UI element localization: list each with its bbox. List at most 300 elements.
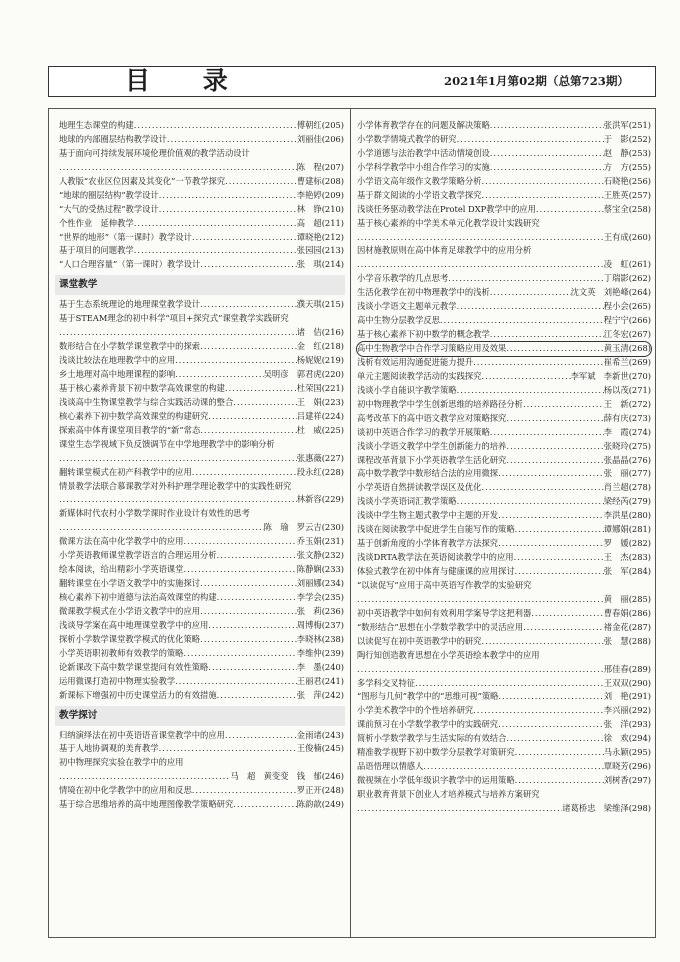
- entry-title: 以读促写在初中英语教学中的研究: [357, 635, 482, 646]
- issue-info: 2021年1月第02期（总第723期）: [444, 74, 630, 88]
- entry-title: 情景教学法联合慕课教学对外科护理学理论教学中的实践性研究: [59, 480, 292, 491]
- dot-leader: [506, 732, 603, 746]
- toc-entry: [357, 495, 651, 509]
- entry-page: (274): [628, 426, 651, 437]
- toc-entry: [59, 354, 344, 368]
- toc-entry: [59, 770, 344, 784]
- entry-title: 基于群文阅读的小学语文教学探究: [357, 189, 482, 200]
- toc-entry: [59, 452, 344, 466]
- toc-entry: [59, 119, 344, 133]
- toc-entry: [59, 784, 344, 798]
- dot-leader: [200, 605, 297, 619]
- entry-author: 张文静: [296, 550, 322, 561]
- entry-title: 小学体育教学存在的问题及解决策略: [357, 120, 490, 130]
- toc-entry: [357, 802, 651, 816]
- entry-page: (246): [321, 771, 344, 782]
- entry-title: 品语悟理以情感人: [357, 761, 424, 772]
- entry-author: 陈韵歆: [296, 799, 322, 810]
- entry-page: (289): [628, 663, 651, 674]
- entry-author: 马永颖: [603, 747, 629, 758]
- entry-page: (229): [321, 494, 344, 505]
- toc-entry: [357, 649, 651, 663]
- entry-page: (232): [321, 550, 344, 561]
- toc-entry: [59, 493, 344, 507]
- entry-page: (253): [628, 147, 651, 158]
- toc-entry: [357, 119, 651, 133]
- dot-leader: [217, 689, 297, 703]
- dot-leader: [415, 677, 604, 691]
- entry-author: 林 铮: [296, 203, 322, 214]
- dot-leader: [200, 424, 297, 438]
- entry-page: (296): [628, 761, 651, 772]
- entry-page: (269): [628, 356, 651, 367]
- entry-author: 金 红: [296, 341, 322, 352]
- toc-entry: [59, 675, 344, 689]
- entry-page: (227): [321, 452, 344, 463]
- entry-author: 石晓艳: [603, 175, 629, 186]
- entry-title: 基于核心素养背景下初中数学高效课堂的构建: [59, 382, 225, 393]
- toc-entry: [59, 298, 344, 312]
- toc-entry: [357, 175, 651, 189]
- dot-leader: [134, 244, 297, 258]
- entry-page: (223): [321, 396, 344, 407]
- dot-leader: [59, 770, 230, 784]
- dot-leader: [490, 147, 604, 161]
- entry-author: 王双双: [603, 677, 629, 688]
- entry-title: 陶行知创造教育思想在小学英语绘本教学中的应用: [357, 649, 540, 660]
- toc-entry: [59, 742, 344, 756]
- dot-leader: [490, 426, 604, 440]
- entry-author: 王俊楠: [296, 743, 322, 754]
- dot-leader: [59, 161, 297, 175]
- toc-entry: [59, 633, 344, 647]
- toc-entry: [357, 314, 651, 328]
- toc-entry: [357, 286, 651, 300]
- entry-page: (216): [321, 327, 344, 338]
- dot-leader: [217, 591, 297, 605]
- entry-page: (225): [321, 424, 344, 435]
- entry-page: (258): [628, 203, 651, 214]
- entry-author: 张惠薇: [296, 452, 322, 463]
- entry-page: (283): [628, 552, 651, 563]
- entry-title: 浅析有效运用沟通促进能力提升: [357, 356, 474, 367]
- dot-leader: [357, 802, 562, 816]
- entry-author: 张晓玲: [603, 440, 629, 451]
- toc-entry: [357, 342, 651, 356]
- entry-author: 张 丽: [603, 468, 629, 479]
- entry-page: (270): [628, 370, 651, 381]
- entry-title: 简析小学数学教学与生活实际的有效结合: [357, 733, 507, 744]
- entry-title: 基于面向可持续发展环境伦理价值观的教学活动设计: [59, 147, 250, 158]
- entry-author: 陈静娴: [296, 564, 322, 575]
- entry-author: 杜荣国: [296, 382, 322, 393]
- toc-entry: [59, 756, 344, 770]
- toc-entry: [357, 481, 651, 495]
- entry-author: 梁经芮: [603, 496, 629, 507]
- entry-author: 王 娟: [296, 396, 322, 407]
- dot-leader: [473, 704, 604, 718]
- entry-title: 谈初中英语合作学习的教学开展策略: [357, 426, 490, 437]
- entry-page: (208): [321, 175, 344, 186]
- toc-entry: [59, 258, 344, 272]
- dot-leader: [515, 774, 604, 788]
- toc-entry: [59, 521, 344, 535]
- entry-title: 浅谈任务驱动教学法在Protel DXP教学中的应用: [357, 203, 536, 214]
- toc-entry: [357, 579, 651, 593]
- toc-column-left: [59, 119, 344, 812]
- entry-author: 张 莉: [296, 605, 322, 616]
- dot-leader: [490, 328, 604, 342]
- entry-author: 蔡宝全: [603, 203, 629, 214]
- dot-leader: [498, 467, 604, 481]
- entry-title: “地球的圈层结构”教学设计: [59, 189, 159, 200]
- dot-leader: [481, 370, 570, 384]
- toc-entry: [357, 454, 651, 468]
- dot-leader: [423, 760, 603, 774]
- entry-page: (272): [628, 398, 651, 409]
- toc-entry: [59, 591, 344, 605]
- toc-entry: [357, 551, 651, 565]
- dot-leader: [59, 326, 297, 340]
- toc-entry: [59, 326, 344, 340]
- entry-title: 课堂生态学视域下负反馈调节在中学地理教学中的影响分析: [59, 438, 275, 449]
- entry-title: 浅谈导学案在高中地理课堂教学中的应用: [59, 619, 209, 630]
- toc-entry: [59, 382, 344, 396]
- entry-page: (231): [321, 536, 344, 547]
- entry-author: 周博梅: [296, 619, 322, 630]
- dot-leader: [481, 481, 603, 495]
- entry-author: 江冬宏: [603, 329, 629, 340]
- toc-entry: [357, 467, 651, 481]
- entry-author: 黄 丽: [603, 593, 629, 604]
- entry-author: 乔玉娟: [296, 536, 322, 547]
- entry-page: (228): [321, 466, 344, 477]
- toc-entry: [59, 410, 344, 424]
- toc-entry: [357, 356, 651, 370]
- entry-author: 方 方: [603, 161, 629, 172]
- entry-page: (238): [321, 633, 344, 644]
- toc-entry: [59, 647, 344, 661]
- toc-entry: [59, 424, 344, 438]
- toc-entry: [357, 161, 651, 175]
- entry-title: 新课标下增强初中历史课堂活力的有效措施: [59, 689, 217, 700]
- entry-page: (213): [321, 245, 344, 256]
- entry-page: (206): [321, 133, 344, 144]
- entry-author: 邢佳春: [603, 663, 629, 674]
- entry-page: (285): [628, 593, 651, 604]
- entry-page: (294): [628, 733, 651, 744]
- entry-author: 王胜英: [603, 189, 629, 200]
- entry-title: 新媒体时代农村小学数学课时作业设计有效性的思考: [59, 508, 250, 519]
- entry-page: (260): [628, 231, 651, 242]
- entry-title: 课前预习在小学数学教学中的实践研究: [357, 719, 499, 730]
- entry-page: (257): [628, 189, 651, 200]
- toc-entry: [357, 272, 651, 286]
- dot-leader: [183, 535, 296, 549]
- entry-author: 吴明彦 郭君虎: [263, 369, 322, 379]
- entry-title: 小学英语自然拼读教学误区及优化: [357, 482, 482, 493]
- dot-leader: [498, 718, 604, 732]
- entry-page: (255): [628, 161, 651, 172]
- dot-leader: [523, 398, 604, 412]
- toc-entry: [59, 798, 344, 812]
- toc-entry: [59, 689, 344, 703]
- dot-leader: [457, 300, 604, 314]
- entry-title: 浅谈小学英语词汇教学策略: [357, 496, 457, 507]
- entry-author: 李军斌 李新世: [570, 370, 629, 381]
- entry-page: (282): [628, 538, 651, 549]
- entry-title: 基于项目的问题教学: [59, 245, 134, 256]
- toc-entry: [59, 577, 344, 591]
- section-heading: 教学探讨: [55, 706, 345, 726]
- entry-title: 高考改革下的高中语文教学应对策略探究: [357, 412, 507, 423]
- entry-page: (205): [321, 120, 344, 130]
- entry-author: 沈文英 刘艳峰: [570, 287, 629, 298]
- entry-page: (298): [628, 802, 651, 813]
- toc-column-right: [357, 119, 651, 816]
- toc-entry: [357, 690, 651, 704]
- entry-title: 高中数学教学中数形结合法的应用微探: [357, 468, 499, 479]
- entry-title: 浅谈小学语文主题单元教学: [357, 301, 457, 312]
- entry-author: 李 墨: [296, 661, 322, 672]
- entry-page: (235): [321, 592, 344, 602]
- entry-author: 张晶晶: [603, 454, 629, 465]
- entry-title: 精准教学视野下初中数学分层教学对策研究: [357, 747, 515, 758]
- entry-page: (291): [628, 691, 651, 702]
- dot-leader: [225, 382, 297, 396]
- entry-author: 诸葛桥忠 梁维泽: [562, 802, 629, 813]
- dot-leader: [159, 742, 297, 756]
- dot-leader: [208, 661, 296, 675]
- entry-title: 小学道德与法治教学中活动情境创设: [357, 147, 490, 158]
- toc-entry: [59, 244, 344, 258]
- entry-author: 谭娜娟: [603, 524, 629, 535]
- entry-page: (212): [321, 231, 344, 242]
- toc-entry: [357, 426, 651, 440]
- entry-title: 运用微课打造初中物理实验教学: [59, 675, 176, 686]
- entry-title: 微视频在小学低年级识字教学中的运用策略: [357, 775, 515, 786]
- entry-author: 张洪军: [603, 120, 629, 130]
- entry-page: (268): [628, 343, 651, 353]
- entry-author: 张 慧: [603, 635, 629, 646]
- entry-page: (292): [628, 705, 651, 716]
- dot-leader: [357, 231, 604, 245]
- dot-leader: [457, 384, 604, 398]
- toc-entry: [357, 217, 651, 231]
- entry-author: 刘树香: [603, 775, 629, 786]
- entry-title: 地理生态课堂的构建: [59, 120, 134, 130]
- toc-entry: [59, 189, 344, 203]
- entry-page: (215): [321, 299, 344, 310]
- dot-leader: [531, 607, 604, 621]
- dot-leader: [506, 342, 603, 356]
- entry-title: 个性作业 延伸教学: [59, 217, 134, 228]
- dot-leader: [473, 356, 604, 370]
- entry-title: 浅谈高中生物课堂教学与综合实践活动课的整合: [59, 396, 234, 407]
- dot-leader: [175, 354, 297, 368]
- toc-entry: [59, 507, 344, 521]
- dot-leader: [200, 340, 297, 354]
- toc-entry: [357, 718, 651, 732]
- dot-leader: [515, 523, 604, 537]
- entry-author: 张 琪: [296, 259, 322, 270]
- toc-entry: [59, 563, 344, 577]
- entry-title: 小学音乐教学的几点思考: [357, 273, 449, 284]
- entry-author: 谭晓艳: [296, 231, 322, 242]
- entry-page: (277): [628, 468, 651, 479]
- entry-page: (230): [321, 522, 344, 533]
- entry-author: 高 超: [296, 217, 322, 228]
- entry-title: “大气的受热过程”教学设计: [59, 203, 159, 214]
- entry-page: (220): [321, 369, 344, 379]
- entry-author: 刘 艳: [603, 691, 629, 702]
- entry-author: 凌 虹: [603, 259, 629, 270]
- dot-leader: [481, 635, 603, 649]
- entry-title: 初中物理探究实验在教学中的应用: [59, 757, 184, 768]
- dot-leader: [208, 619, 296, 633]
- entry-title: 浅谈比较法在地理教学中的应用: [59, 355, 176, 366]
- entry-title: 基于人地协调观的美育教学: [59, 743, 159, 754]
- entry-author: 罗 媛: [603, 538, 629, 549]
- toc-entry: [59, 535, 344, 549]
- entry-title: 初中英语教学中如何有效利用学案导学这把利器: [357, 607, 532, 618]
- dot-leader: [134, 217, 297, 231]
- entry-page: (209): [321, 189, 344, 200]
- dot-leader: [175, 368, 263, 382]
- toc-entry: [59, 217, 344, 231]
- toc-entry: [357, 258, 651, 272]
- dot-leader: [59, 521, 264, 535]
- entry-page: (293): [628, 719, 651, 730]
- entry-page: (275): [628, 440, 651, 451]
- entry-author: 杨妮妮: [296, 355, 322, 366]
- dot-leader: [200, 633, 297, 647]
- entry-title: 数形结合在小学数学课堂教学中的探索: [59, 341, 201, 352]
- entry-author: 陈 瑜 罗云吉: [263, 522, 322, 533]
- entry-author: 金雨诸: [296, 729, 322, 740]
- entry-page: (243): [321, 729, 344, 740]
- dot-leader: [506, 440, 603, 454]
- toc-entry: [357, 774, 651, 788]
- toc-entry: [357, 732, 651, 746]
- section-heading: 课堂教学: [55, 275, 345, 295]
- entry-page: (262): [628, 273, 651, 284]
- entry-title: 基于创新角度的小学体育教学方法探究: [357, 538, 499, 549]
- toc-entry: [357, 440, 651, 454]
- entry-page: (239): [321, 647, 344, 658]
- entry-title: 高中生物教学中合作学习策略应用及效果: [357, 343, 507, 353]
- entry-title: 基于生态系统理论的地理课堂教学设计: [59, 299, 201, 310]
- entry-author: 张 洋: [603, 719, 629, 730]
- entry-author: 李学会: [296, 592, 322, 602]
- entry-page: (219): [321, 355, 344, 366]
- entry-title: 核心素养下初中数学高效课堂的构建研究: [59, 410, 209, 421]
- entry-title: 基于核心素养的中学美术单元化教学设计实践研究: [357, 217, 540, 228]
- entry-page: (271): [628, 384, 651, 395]
- entry-title: 翻转课堂在小学语文教学中的实施探讨: [59, 578, 201, 589]
- toc-entry: [59, 438, 344, 452]
- toc-entry: [357, 509, 651, 523]
- dot-leader: [200, 258, 297, 272]
- dot-leader: [490, 161, 604, 175]
- toc-entry: [357, 677, 651, 691]
- entry-author: 李兴丽: [603, 705, 629, 716]
- dot-leader: [225, 175, 297, 189]
- entry-author: 刘丽佳: [296, 133, 322, 144]
- dot-leader: [515, 565, 604, 579]
- toc-entry: [59, 203, 344, 217]
- toc-entry: [59, 161, 344, 175]
- entry-page: (233): [321, 564, 344, 575]
- entry-author: 覃晓芳: [603, 761, 629, 772]
- entry-author: 段永红: [296, 466, 322, 477]
- entry-author: 丁瑞影: [603, 273, 629, 284]
- entry-title: 高中生物分层教学反思: [357, 315, 440, 326]
- entry-title: 归纳演绎法在初中英语语音课堂教学中的应用: [59, 729, 225, 740]
- dot-leader: [457, 133, 604, 147]
- dot-leader: [515, 746, 604, 760]
- entry-title: 浅谈在阅读教学中促进学生自能写作的策略: [357, 524, 515, 535]
- toc-entry: [357, 398, 651, 412]
- dot-leader: [490, 119, 604, 133]
- entry-author: 濮天琪: [296, 299, 322, 310]
- toc-entry: [357, 370, 651, 384]
- entry-author: 曹春娟: [603, 607, 629, 618]
- entry-page: (295): [628, 747, 651, 758]
- toc-entry: [59, 729, 344, 743]
- toc-entry: [59, 661, 344, 675]
- toc-entry: [357, 565, 651, 579]
- page-title: 目 录: [125, 66, 250, 95]
- toc-entry: [357, 384, 651, 398]
- entry-page: (236): [321, 605, 344, 616]
- entry-title: “世界的地形”（第一课时）教学设计: [59, 231, 192, 242]
- dot-leader: [457, 495, 604, 509]
- entry-page: (273): [628, 412, 651, 423]
- entry-page: (276): [628, 454, 651, 465]
- entry-page: (284): [628, 566, 651, 576]
- toc-entry: [357, 621, 651, 635]
- toc-entry: [59, 368, 344, 382]
- entry-title: 因材施教原则在高中体育足球教学中的应用分析: [357, 245, 532, 256]
- entry-author: 罗正开: [296, 785, 322, 796]
- entry-page: (286): [628, 607, 651, 618]
- entry-title: 生活化教学在初中物理教学中的浅析: [357, 287, 490, 298]
- entry-author: 杨以茂: [603, 384, 629, 395]
- entry-author: 刘丽娜: [296, 578, 322, 589]
- entry-author: 程宁宁: [603, 315, 629, 326]
- entry-author: 张 军: [603, 566, 629, 576]
- toc-entry: [357, 704, 651, 718]
- toc-entry: [59, 549, 344, 563]
- entry-title: 微课教学模式在小学语文教学中的应用: [59, 605, 201, 616]
- entry-page: (280): [628, 510, 651, 521]
- dot-leader: [498, 509, 604, 523]
- entry-title: 浅谈小学自能识字教学策略: [357, 384, 457, 395]
- dot-leader: [192, 466, 297, 480]
- entry-author: 诸 佶: [296, 327, 322, 338]
- entry-page: (242): [321, 689, 344, 700]
- dot-leader: [514, 551, 604, 565]
- entry-title: 单元主题阅读教学活动的实践探究: [357, 370, 482, 381]
- entry-title: “以读促写”应用于高中英语写作教学的实验研究: [357, 579, 532, 590]
- entry-title: 核心素养下初中道德与法治高效课堂的构建: [59, 592, 217, 602]
- toc-entry: [59, 340, 344, 354]
- entry-title: “数形结合”思想在小学数学教学中的灵活应用: [357, 621, 524, 632]
- entry-page: (207): [321, 161, 344, 172]
- toc-entry: [357, 231, 651, 245]
- toc-entry: [357, 203, 651, 217]
